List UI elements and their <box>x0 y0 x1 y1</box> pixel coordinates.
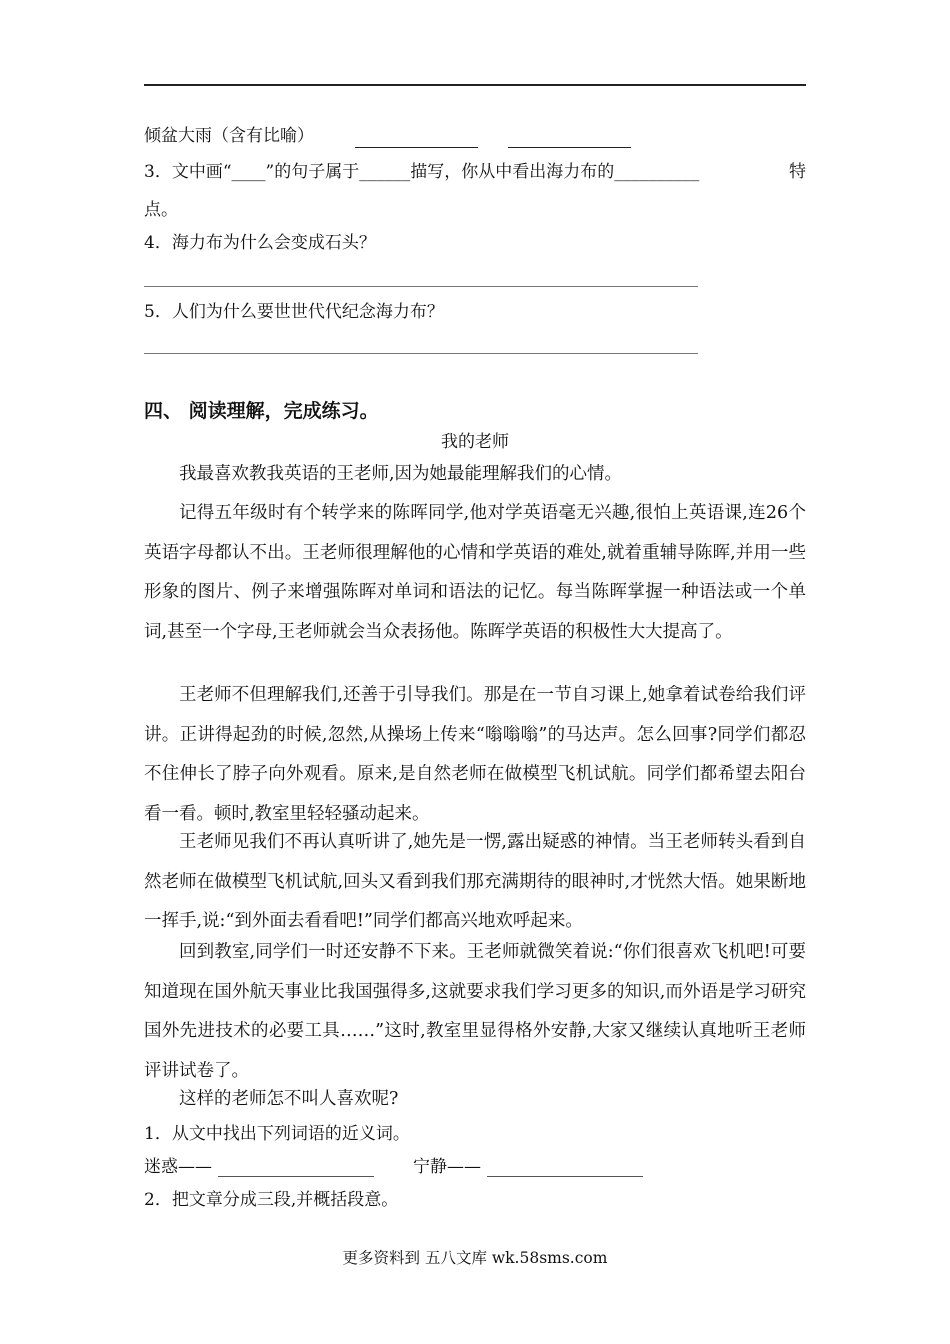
reading-question-2: 2．把文章分成三段,并概括段意。 <box>144 1190 399 1210</box>
reading-question-1: 1．从文中找出下列词语的近义词。 <box>144 1124 410 1144</box>
synonym-word-a: 迷惑—— <box>144 1157 212 1177</box>
story-paragraph-5: 回到教室,同学们一时还安静不下来。王老师就微笑着说:“你们很喜欢飞机吧!可要知道现在国外航天事业比我国强得多,这就要求我们学习更多的知识,而外语是学习研究国外先进技术的必要工具……”这时,教室里显得格外安静,大家又继续认真地听王老师评讲试卷了。 <box>144 942 806 1081</box>
synonym-blank-b[interactable] <box>487 1162 643 1177</box>
story-title: 我的老师 <box>441 432 509 452</box>
synonym-row <box>144 1157 212 1177</box>
page-footer: 更多资料到 五八文库 wk.58sms.com <box>342 1249 608 1267</box>
story-paragraph-4: 王老师见我们不再认真听讲了,她先是一愣,露出疑惑的神情。当王老师转头看到自然老师在做模型飞机试航,回头又看到我们那充满期待的眼神时,才恍然大悟。她果断地一挥手,说:“到外面去看看吧!”同学们都高兴地欢呼起来。 <box>144 832 806 931</box>
idiom-question-row <box>144 126 314 146</box>
section-4-heading: 四、 阅读理解，完成练习。 <box>144 400 379 422</box>
q3-text-1: 3．文中画“ <box>144 162 232 182</box>
idiom-label: 倾盆大雨（含有比喻） <box>144 126 314 146</box>
q5-answer-line[interactable] <box>144 353 698 354</box>
question-3 <box>144 162 806 182</box>
story-paragraph-3: 王老师不但理解我们,还善于引导我们。那是在一节自习课上,她拿着试卷给我们评讲。正讲得起劲的时候,忽然,从操场上传来“嗡嗡嗡”的马达声。怎么回事?同学们都忍不住伸长了脖子向外观看。原来,是自然老师在做模型飞机试航。同学们都希望去阳台看一看。顿时,教室里轻轻骚动起来。 <box>144 685 806 824</box>
q3-text-2: ”的句子属于 <box>265 162 360 182</box>
synonym-blank-a[interactable] <box>218 1162 374 1177</box>
q3-blank-b[interactable]: __________ <box>614 162 700 182</box>
idiom-blank-1[interactable] <box>355 133 478 148</box>
q3-text-3: 描写，你从中看出海力布的 <box>410 162 615 182</box>
q3-blank-a[interactable]: ______ <box>359 162 411 182</box>
story-paragraph-6: 这样的老师怎不叫人喜欢呢? <box>179 1089 399 1109</box>
q3-text-4: 特 <box>789 162 806 182</box>
question-5: 5．人们为什么要世世代代纪念海力布？ <box>144 302 444 322</box>
question-4: 4．海力布为什么会变成石头？ <box>144 233 376 253</box>
q4-answer-line[interactable] <box>144 286 698 287</box>
story-paragraph-2: 记得五年级时有个转学来的陈晖同学,他对学英语毫无兴趣,很怕上英语课,连26个英语字母都认不出。王老师很理解他的心情和学英语的难处,就着重辅导陈晖,并用一些形象的图片、例子来增强陈晖对单词和语法的记忆。每当陈晖掌握一种语法或一个单词,甚至一个字母,王老师就会当众表扬他。陈晖学英语的积极性大大提高了。 <box>144 503 806 642</box>
q3-continuation: 点。 <box>144 200 178 220</box>
story-paragraph-1: 我最喜欢教我英语的王老师,因为她最能理解我们的心情。 <box>179 464 623 484</box>
top-answer-rule <box>144 84 806 86</box>
synonym-word-b: 宁静—— <box>413 1157 481 1177</box>
idiom-blank-2[interactable] <box>508 133 631 148</box>
q3-underline-marker: ____ <box>231 162 266 182</box>
